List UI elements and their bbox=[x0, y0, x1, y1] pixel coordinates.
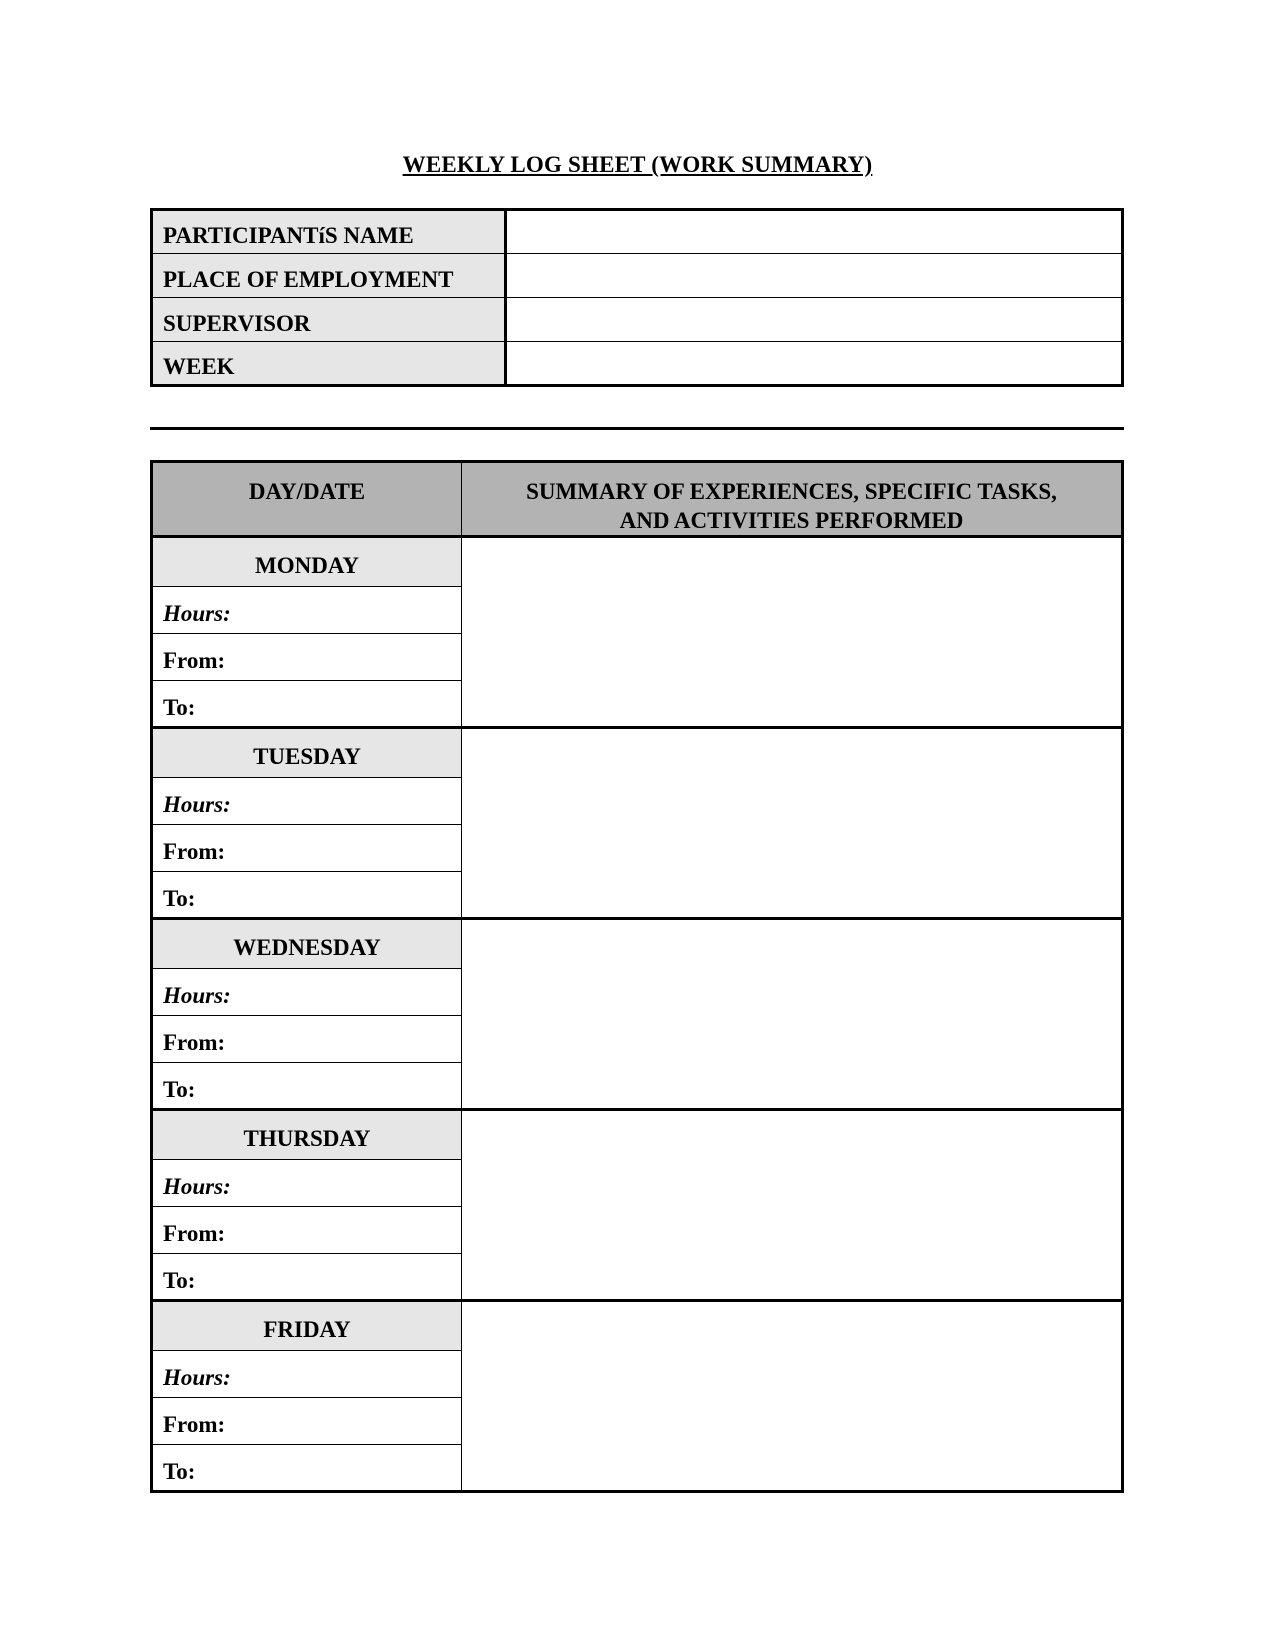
info-row-week bbox=[152, 342, 1123, 386]
summary-field-thursday[interactable] bbox=[462, 1110, 1123, 1301]
summary-field-monday[interactable] bbox=[462, 537, 1123, 728]
hours-field-wednesday[interactable]: Hours: bbox=[152, 969, 462, 1016]
info-label-week: WEEK bbox=[152, 342, 506, 386]
participant-info-table bbox=[150, 208, 1124, 387]
day-label-thursday: THURSDAY bbox=[152, 1110, 462, 1160]
place-of-employment-field[interactable] bbox=[506, 254, 1123, 298]
header-summary-line2: AND ACTIVITIES PERFORMED bbox=[619, 508, 964, 533]
week-field[interactable] bbox=[506, 342, 1123, 386]
from-field-monday[interactable]: From: bbox=[152, 634, 462, 681]
supervisor-field[interactable] bbox=[506, 298, 1123, 342]
day-row-friday bbox=[152, 1301, 1123, 1351]
info-row-name bbox=[152, 210, 1123, 254]
hours-field-thursday[interactable]: Hours: bbox=[152, 1160, 462, 1207]
info-label-supervisor: SUPERVISOR bbox=[152, 298, 506, 342]
day-row-monday bbox=[152, 537, 1123, 587]
to-field-monday[interactable]: To: bbox=[152, 681, 462, 728]
summary-field-friday[interactable] bbox=[462, 1301, 1123, 1492]
page-title: WEEKLY LOG SHEET (WORK SUMMARY) bbox=[402, 152, 873, 177]
day-label-tuesday: TUESDAY bbox=[152, 728, 462, 778]
day-row-wednesday bbox=[152, 919, 1123, 969]
from-field-tuesday[interactable]: From: bbox=[152, 825, 462, 872]
log-body bbox=[152, 537, 1123, 1492]
participant-name-field[interactable] bbox=[506, 210, 1123, 254]
to-field-friday[interactable]: To: bbox=[152, 1445, 462, 1492]
from-field-friday[interactable]: From: bbox=[152, 1398, 462, 1445]
day-label-friday: FRIDAY bbox=[152, 1301, 462, 1351]
weekly-log-table bbox=[150, 460, 1124, 1493]
day-label-monday: MONDAY bbox=[152, 537, 462, 587]
from-field-wednesday[interactable]: From: bbox=[152, 1016, 462, 1063]
day-label-wednesday: WEDNESDAY bbox=[152, 919, 462, 969]
log-header-row bbox=[152, 462, 1123, 537]
day-row-thursday bbox=[152, 1110, 1123, 1160]
from-field-thursday[interactable]: From: bbox=[152, 1207, 462, 1254]
header-summary-line1: SUMMARY OF EXPERIENCES, SPECIFIC TASKS, bbox=[526, 479, 1057, 504]
summary-field-wednesday[interactable] bbox=[462, 919, 1123, 1110]
hours-field-monday[interactable]: Hours: bbox=[152, 587, 462, 634]
info-label-participant-name: PARTICIPANTíS NAME bbox=[152, 210, 506, 254]
hours-field-friday[interactable]: Hours: bbox=[152, 1351, 462, 1398]
to-field-wednesday[interactable]: To: bbox=[152, 1063, 462, 1110]
info-row-supervisor bbox=[152, 298, 1123, 342]
info-row-employment bbox=[152, 254, 1123, 298]
hours-field-tuesday[interactable]: Hours: bbox=[152, 778, 462, 825]
section-divider bbox=[150, 427, 1124, 430]
header-day-date: DAY/DATE bbox=[152, 462, 462, 537]
day-row-tuesday bbox=[152, 728, 1123, 778]
to-field-thursday[interactable]: To: bbox=[152, 1254, 462, 1301]
header-summary bbox=[462, 462, 1123, 537]
to-field-tuesday[interactable]: To: bbox=[152, 872, 462, 919]
info-label-place-of-employment: PLACE OF EMPLOYMENT bbox=[152, 254, 506, 298]
summary-field-tuesday[interactable] bbox=[462, 728, 1123, 919]
